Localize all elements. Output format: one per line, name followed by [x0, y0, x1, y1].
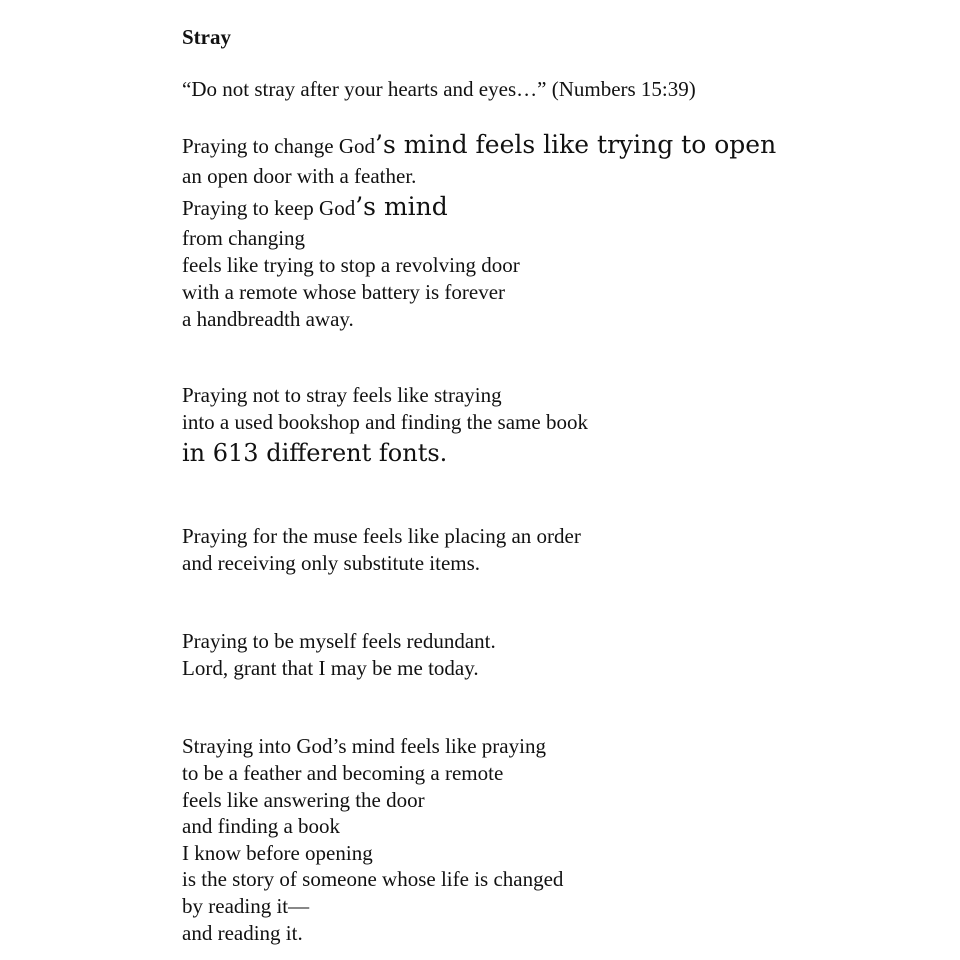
poem-title: Stray — [182, 25, 231, 49]
poem-line: I know before opening — [182, 841, 373, 865]
poem-line-large-font: in 613 different fonts. — [182, 439, 448, 467]
poem-line: Straying into God’s mind feels like praying — [182, 734, 546, 758]
poem-line: feels like trying to stop a revolving door — [182, 253, 520, 277]
poem-line — [182, 132, 776, 159]
poem-line: and reading it. — [182, 921, 303, 945]
poem-line: feels like answering the door — [182, 788, 425, 812]
line-segment: Praying to keep God — [182, 196, 356, 220]
poem-line: an open door with a feather. — [182, 164, 417, 188]
line-segment-large-font: ’s mind — [355, 192, 448, 221]
poem-line — [182, 194, 448, 221]
poem-line: Lord, grant that I may be me today. — [182, 656, 479, 680]
poem-line: Praying for the muse feels like placing an order — [182, 524, 581, 548]
epigraph: “Do not stray after your hearts and eyes…” (Numbers 15:39) — [182, 77, 696, 101]
poem-line: and receiving only substitute items. — [182, 551, 481, 575]
line-segment: Praying to change God — [182, 134, 376, 158]
poem-line: and finding a book — [182, 814, 341, 838]
poem-line: is the story of someone whose life is changed — [182, 867, 564, 891]
poem-line: a handbreadth away. — [182, 307, 354, 331]
poem-line: with a remote whose battery is forever — [182, 280, 506, 304]
poem-line: into a used bookshop and finding the same book — [182, 410, 588, 434]
poem-line: to be a feather and becoming a remote — [182, 761, 504, 785]
poem-line: from changing — [182, 226, 306, 250]
poem-line: Praying not to stray feels like straying — [182, 383, 502, 407]
poem-line: by reading it— — [182, 894, 310, 918]
poem-line: Praying to be myself feels redundant. — [182, 629, 496, 653]
line-segment-large-font: ’s mind feels like trying to open — [375, 130, 777, 159]
